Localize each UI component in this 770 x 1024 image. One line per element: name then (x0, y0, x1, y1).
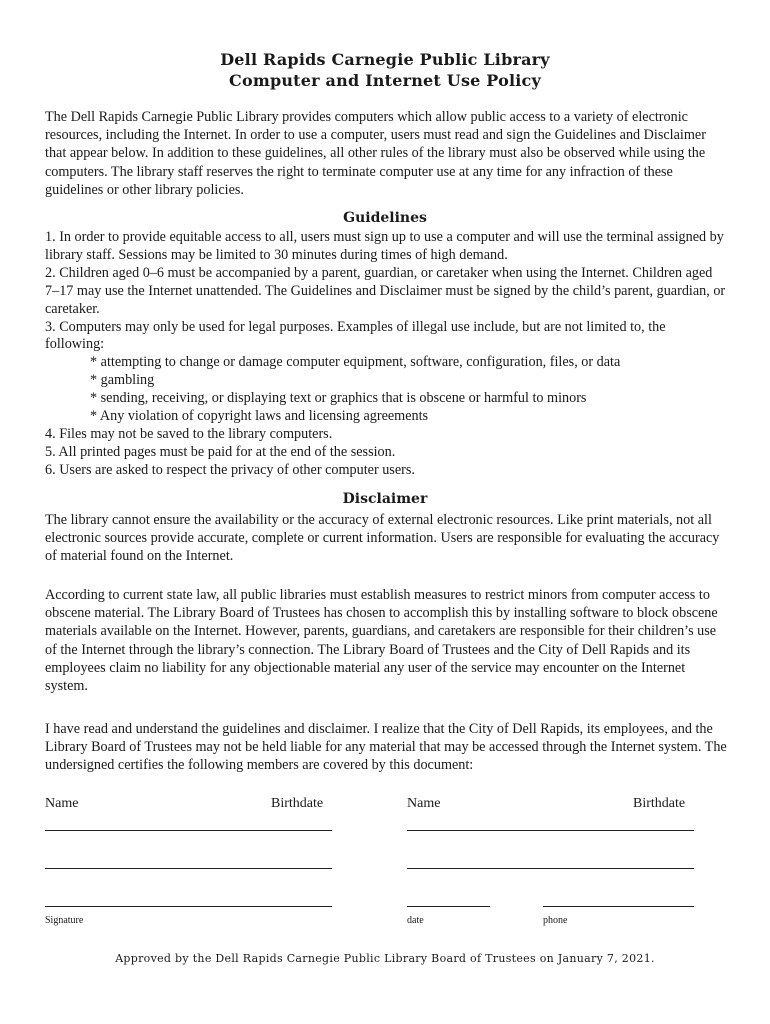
disclaimer-heading: Disclaimer (342, 491, 428, 507)
guideline-item-1: 1. In order to provide equitable access to all, users must sign up to use a computer and will use the terminal assigned by library staff. Sessions may be limited to 30 minutes during times of high demand. (45, 229, 724, 263)
name-line-left-1[interactable] (45, 830, 332, 831)
disclaimer-paragraph-2: According to current state law, all public libraries must establish measures to restrict minors from computer access to obscene material. The Library Board of Trustees has chosen to accomplish this by installing software to block obscene materials available on the Internet. However, parents, guardians, and caretakers are responsible for their children’s use of the Internet through the library’s connection. The Library Board of Trustees and the City of Dell Rapids and its employees claim no liability for any objectionable material any user of the service may encounter on the Internet system. (45, 587, 718, 695)
guideline-subitem-2: * gambling (90, 372, 155, 389)
guideline-item-6: 6. Users are asked to respect the privacy of other computer users. (45, 461, 415, 478)
acknowledgement-paragraph: I have read and understand the guidelines and disclaimer. I realize that the City of Dell Rapids, its employees, and the Library Board of Trustees may not be held liable for any material that may be accessed through the Internet system. The undersigned certifies the following members are covered by this document: (45, 721, 727, 774)
date-label: date (407, 915, 424, 926)
disclaimer-paragraph-1: The library cannot ensure the availability or the accuracy of external electronic resources. Like print materials, not all electronic sources provide accurate, complete or current information. Users are responsible for evaluating the accuracy of material found on the Internet. (45, 512, 720, 565)
name-line-right-1[interactable] (407, 830, 694, 831)
guidelines-heading: Guidelines (343, 210, 427, 226)
name-line-right-2[interactable] (407, 868, 694, 869)
intro-paragraph: The Dell Rapids Carnegie Public Library provides computers which allow public access to a variety of electronic resources, including the Internet. In order to use a computer, users must read and sign the Guidelines and Disclaimer that appear below. In addition to these guidelines, all other rules of the library must also be observed while using the computers. The library staff reserves the right to terminate computer use at any time for any infraction of these guidelines or other library policies. (45, 109, 706, 198)
guideline-item-4: 4. Files may not be saved to the library computers. (45, 425, 333, 442)
birthdate-label-right: Birthdate (633, 796, 686, 811)
name-label-right: Name (407, 796, 441, 811)
guideline-item-2: 2. Children aged 0–6 must be accompanied by a parent, guardian, or caretaker when using the Internet. Children aged 7–17 may use the Internet unattended. The Guidelines and Disclaimer must be signed by the child’s parent, guardian, or caretaker. (45, 264, 726, 317)
name-label-left: Name (45, 796, 79, 811)
signature-line[interactable] (45, 906, 332, 907)
guideline-subitem-1: * attempting to change or damage computer equipment, software, configuration, files, or data (90, 354, 621, 371)
signature-label: Signature (45, 915, 84, 926)
guideline-item-3: 3. Computers may only be used for legal purposes. Examples of illegal use include, but are not limited to, the following: (45, 318, 666, 353)
phone-label: phone (543, 915, 568, 926)
guideline-subitem-4: * Any violation of copyright laws and licensing agreements (90, 408, 429, 425)
phone-line[interactable] (543, 906, 694, 907)
name-line-left-2[interactable] (45, 868, 332, 869)
guidelines-list (45, 229, 727, 480)
birthdate-label-left: Birthdate (271, 796, 324, 811)
approval-footer: Approved by the Dell Rapids Carnegie Public Library Board of Trustees on January 7, 2021. (115, 952, 655, 965)
document-title-line-2: Computer and Internet Use Policy (229, 71, 541, 90)
date-line[interactable] (407, 906, 490, 907)
document-title-line-1: Dell Rapids Carnegie Public Library (220, 50, 550, 69)
guideline-subitem-3: * sending, receiving, or displaying text or graphics that is obscene or harmful to minors (90, 390, 587, 407)
guideline-item-5: 5. All printed pages must be paid for at the end of the session. (45, 443, 396, 460)
